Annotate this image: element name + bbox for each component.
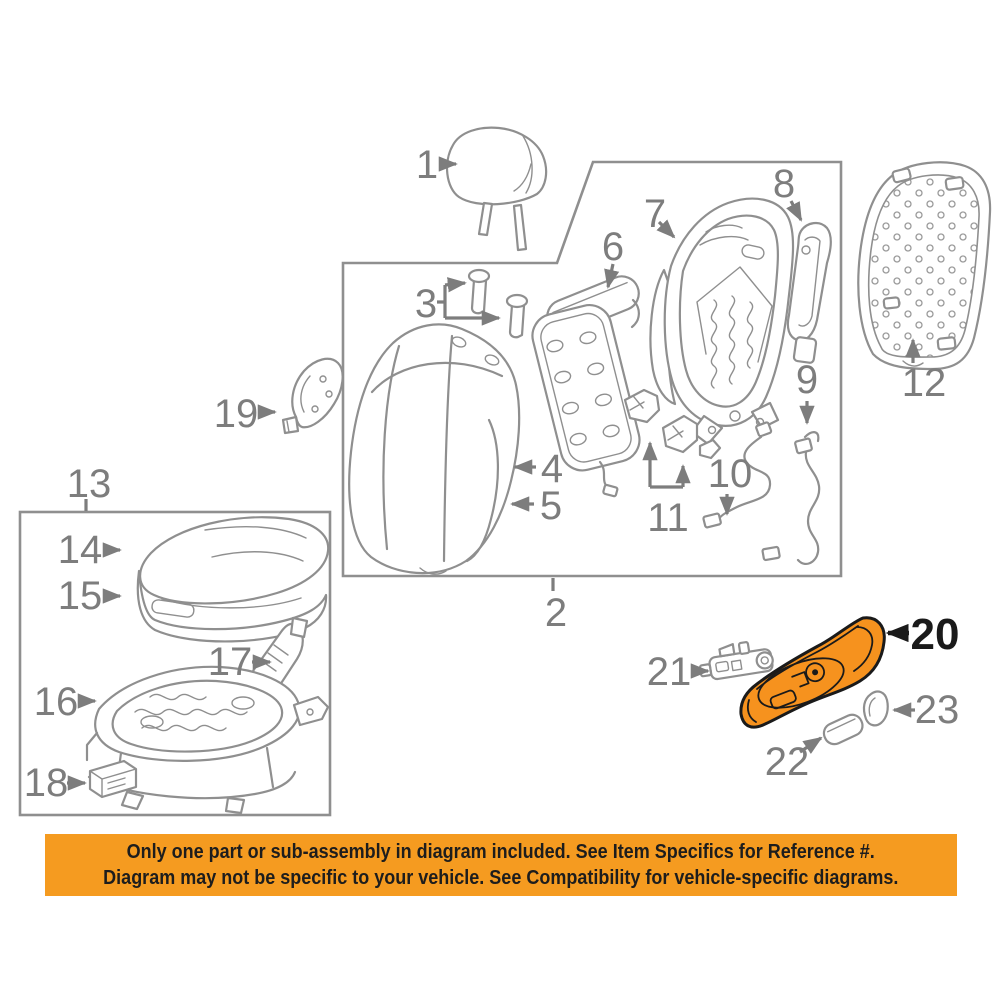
callout-13: 13	[66, 462, 112, 506]
switch-assembly-drawing	[697, 638, 774, 681]
callout-16: 16	[33, 680, 79, 724]
callout-10: 10	[707, 452, 753, 496]
side-trim-drawing	[283, 359, 343, 433]
callout-7: 7	[643, 192, 667, 236]
disclaimer-line-2: Diagram may not be specific to your vehicle. See Compatibility for vehicle-specific diagrams.	[103, 867, 899, 889]
callout-19: 19	[213, 392, 259, 436]
seat-back-panel-drawing	[858, 162, 990, 369]
callout-6: 6	[601, 225, 625, 269]
callout-20-highlighted: 20	[910, 610, 960, 659]
callout-21: 21	[646, 650, 692, 694]
knob-drawing	[864, 692, 888, 726]
cap-drawing	[821, 711, 866, 747]
callout-23: 23	[914, 688, 960, 732]
callout-1: 1	[415, 143, 439, 187]
disclaimer-banner	[45, 834, 957, 896]
callout-4: 4	[540, 447, 564, 491]
disclaimer-line-1: Only one part or sub-assembly in diagram included. See Item Specifics for Reference #.	[126, 841, 876, 863]
headrest-drawing	[447, 128, 546, 250]
callout-15: 15	[57, 574, 103, 618]
callout-5: 5	[539, 484, 563, 528]
callout-12: 12	[901, 361, 947, 405]
callout-3: 3	[414, 282, 438, 326]
callout-2: 2	[544, 591, 568, 635]
wiring-harness-drawing	[762, 432, 819, 564]
callout-22: 22	[764, 740, 810, 784]
callout-9: 9	[795, 358, 819, 402]
headrest-guide-bolts-drawing	[469, 270, 527, 337]
callout-14: 14	[57, 528, 103, 572]
callout-18: 18	[23, 761, 69, 805]
side-bracket-drawing	[788, 223, 831, 363]
callout-8: 8	[772, 162, 796, 206]
callout-11: 11	[647, 496, 689, 540]
seat-back-cover-drawing	[349, 324, 519, 574]
callout-17: 17	[207, 640, 253, 684]
